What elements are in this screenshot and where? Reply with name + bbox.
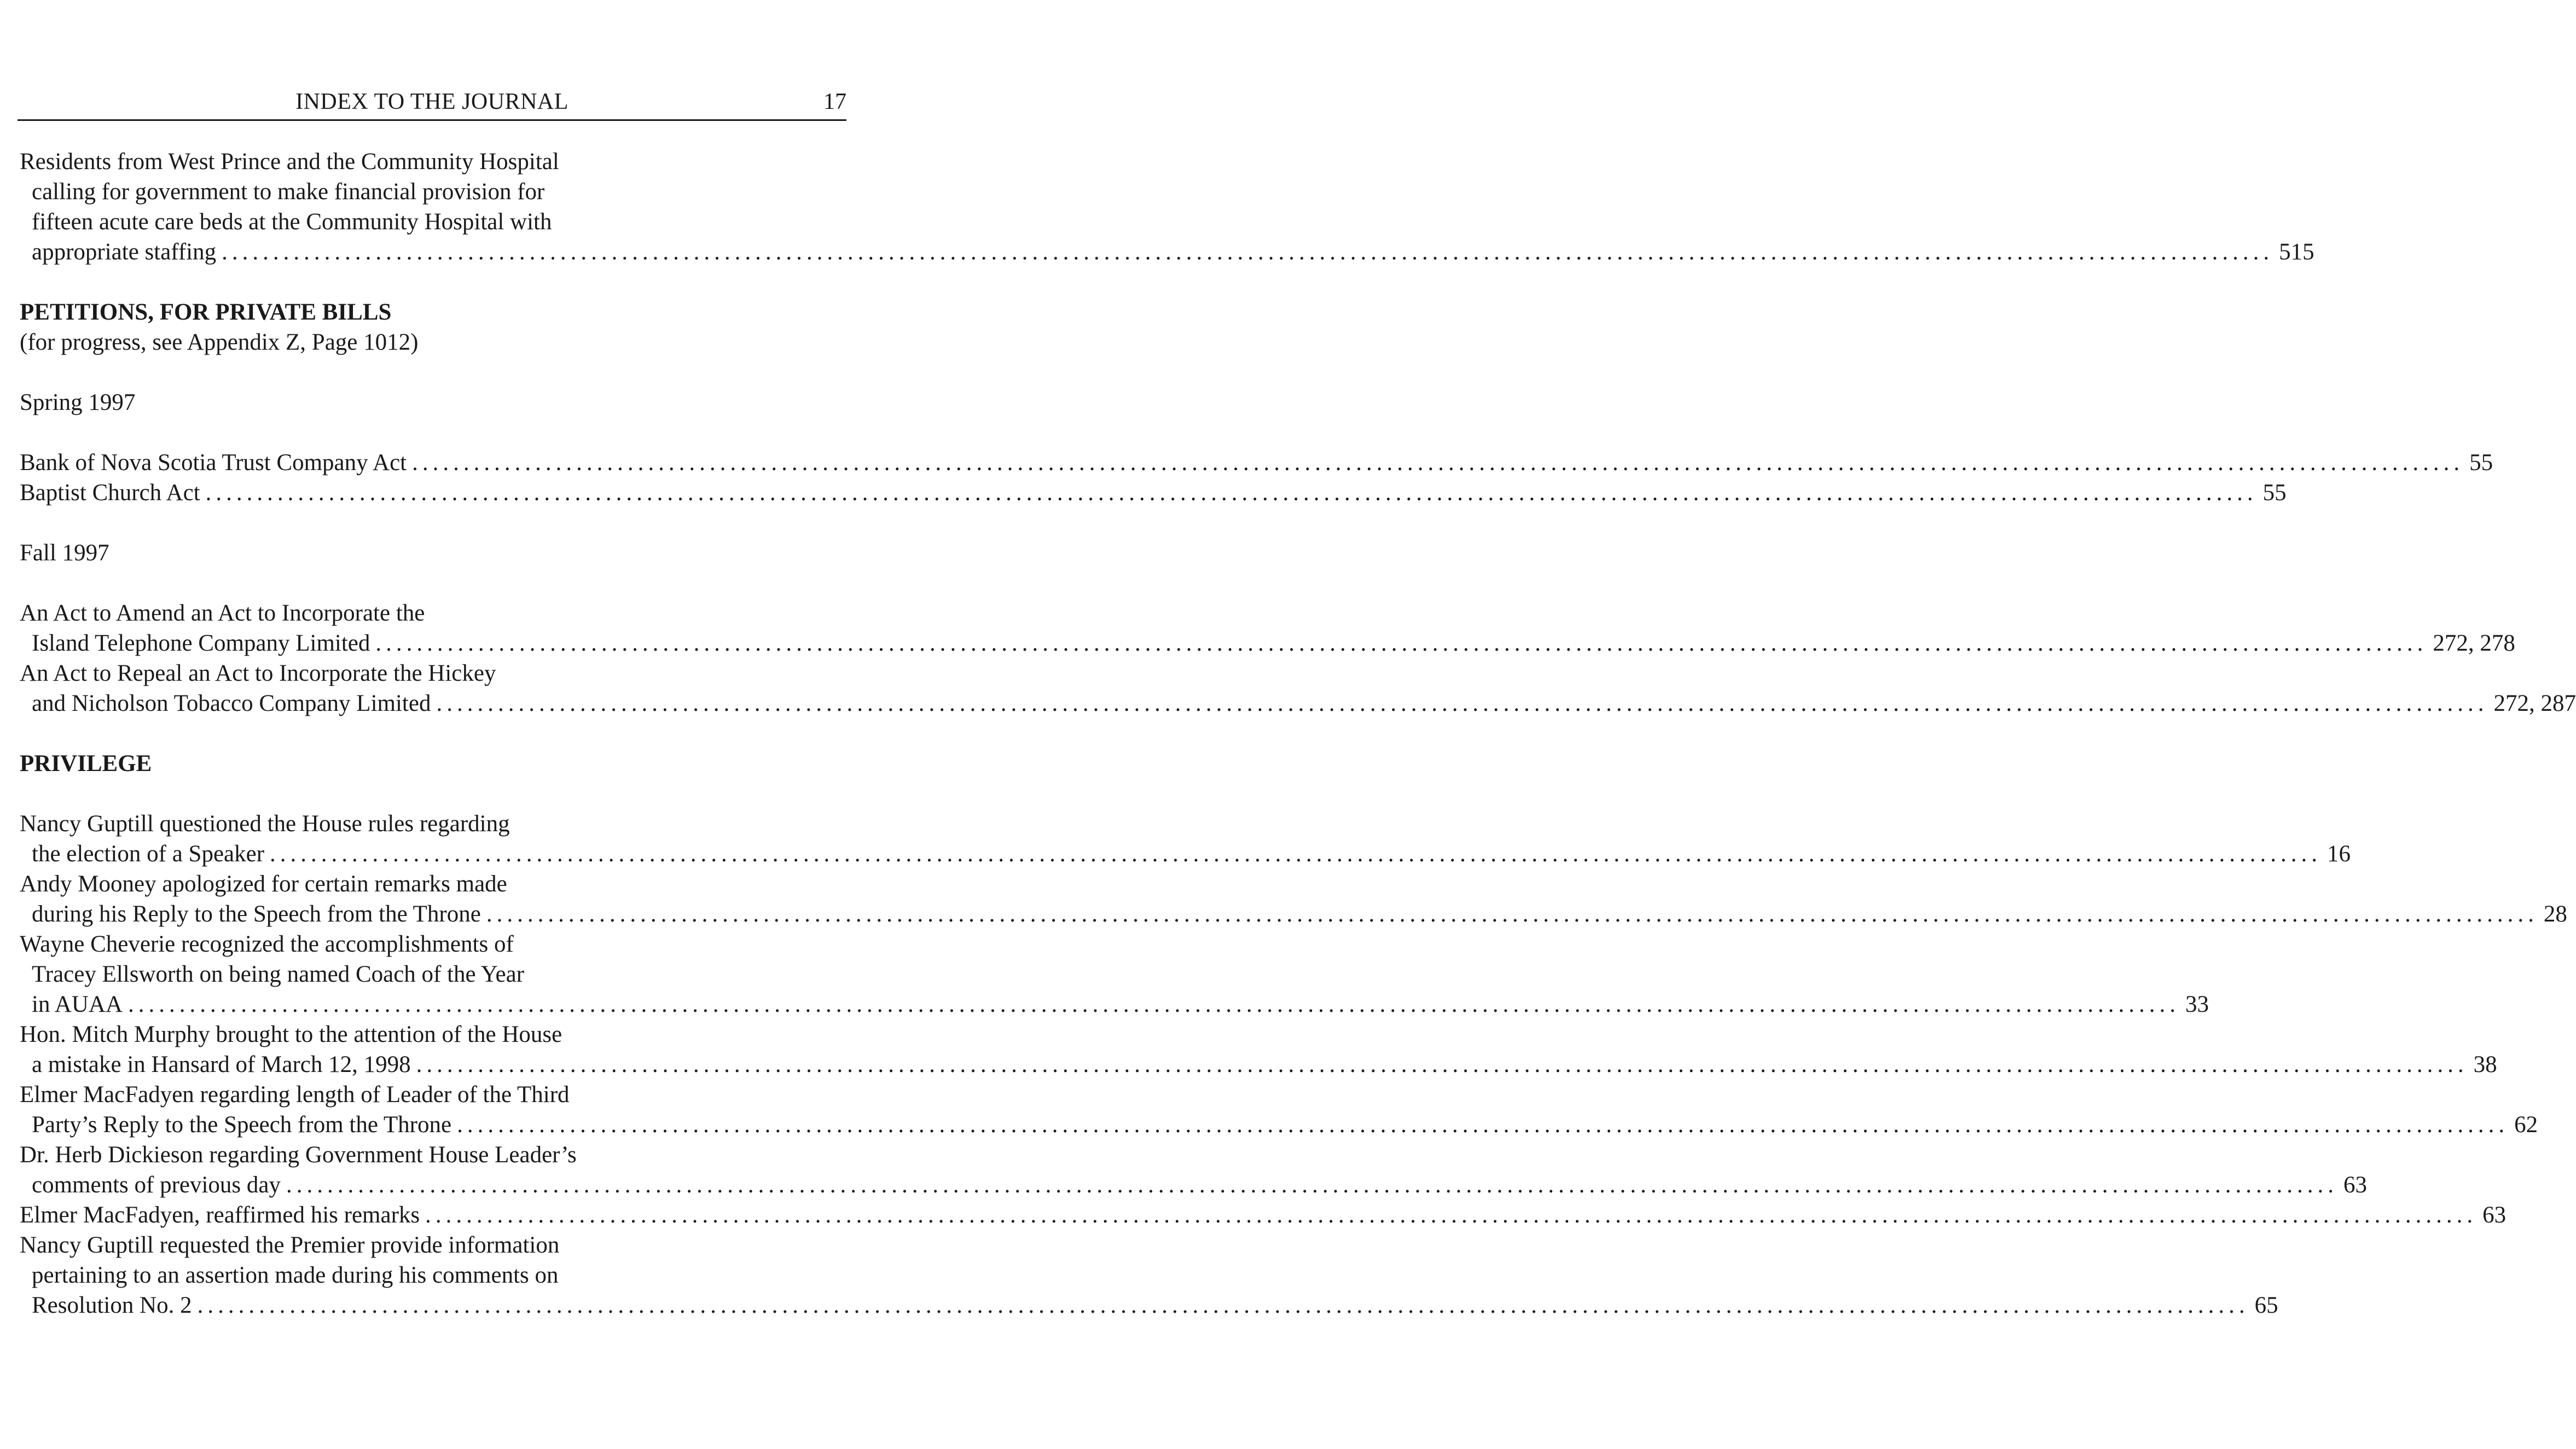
index-entry [20,809,2351,869]
entry-text: the election of a Speaker [32,841,265,867]
entry-list-privilege [20,809,2567,1320]
index-entry [20,1230,2278,1320]
entry-page-ref: 55 [2469,450,2493,476]
entry-line [20,237,2314,267]
entry-line [20,147,846,177]
dot-leader: ........................................................................................................................................................................................................ [128,992,2180,1017]
entry-list-spring [20,448,2493,508]
entry-text: Bank of Nova Scotia Trust Company Act [20,450,407,476]
entry-line [20,869,846,899]
header-rule [18,119,846,121]
dot-leader: ........................................................................................................................................................................................................ [270,841,2322,867]
entry-line [20,1260,846,1290]
entry-line [20,839,2351,869]
entry-text: Residents from West Prince and the Community Hospital [20,149,559,175]
section-title: PRIVILEGE [20,751,152,776]
entry-text: An Act to Repeal an Act to Incorporate the Hickey [20,660,496,686]
entry-line [20,1200,2507,1230]
entry-line [20,177,846,207]
section-privilege [20,749,846,779]
dot-leader: ........................................................................................................................................................................................................ [286,1172,2338,1198]
entry-text: a mistake in Hansard of March 12, 1998 [32,1052,411,1077]
entry-text: Andy Mooney apologized for certain remarks made [20,871,507,897]
entry-text: appropriate staffing [32,239,217,265]
section-petitions [20,297,846,357]
dot-leader: ........................................................................................................................................................................................................ [375,630,2428,656]
index-entry [20,929,2209,1019]
entry-text: Elmer MacFadyen, reaffirmed his remarks [20,1202,420,1228]
entry-page-ref: 28 [2543,901,2567,927]
entry-page-ref: 62 [2514,1112,2538,1138]
dot-leader: ........................................................................................................................................................................................................ [416,1052,2468,1077]
index-entry [20,1200,2507,1230]
entry-page-ref: 272, 287 [2493,691,2576,716]
entry-line [20,478,2287,508]
entry-text: Tracey Ellsworth on being named Coach of the Year [32,961,525,987]
index-entry [20,869,2567,929]
entry-text: Baptist Church Act [20,480,200,506]
entry-line [20,1290,2278,1320]
entry-text: in AUAA [32,992,123,1017]
page-header [18,86,846,117]
entry-line [20,658,846,688]
dot-leader: ........................................................................................................................................................................................................ [205,480,2258,506]
entry-text: comments of previous day [32,1172,281,1198]
dot-leader: ........................................................................................................................................................................................................ [425,1202,2478,1228]
dot-leader: ........................................................................................................................................................................................................ [197,1292,2249,1318]
entry-text: Resolution No. 2 [32,1292,192,1318]
index-entry [20,1019,2497,1080]
entry-text: pertaining to an assertion made during his comments on [32,1262,559,1288]
entry-line [20,1080,846,1110]
index-entry [20,147,2314,267]
entry-text: during his Reply to the Speech from the Throne [32,901,481,927]
entry-line [20,929,846,959]
entry-list-fall [20,598,2576,718]
entry-text: An Act to Amend an Act to Incorporate the [20,600,425,626]
section-note: (for progress, see Appendix Z, Page 1012) [20,329,419,355]
entry-line [20,207,846,237]
entry-line [20,809,846,839]
page-number: 17 [823,89,846,114]
entry-page-ref: 65 [2254,1292,2278,1318]
dot-leader: ........................................................................................................................................................................................................ [412,450,2464,476]
entry-text: Island Telephone Company Limited [32,630,370,656]
entry-page-ref: 16 [2327,841,2351,867]
entry-text: Nancy Guptill questioned the House rules regarding [20,811,510,837]
index-entry [20,478,2287,508]
header-title: INDEX TO THE JOURNAL [295,89,568,114]
entry-line [20,598,846,628]
dot-leader: ........................................................................................................................................................................................................ [436,691,2488,716]
index-entry [20,448,2493,478]
entry-line [20,1019,846,1050]
entry-line [20,1050,2497,1080]
index-entry [20,1080,2538,1140]
group-label-fall: Fall 1997 [20,540,109,566]
entry-page-ref: 38 [2473,1052,2497,1077]
entry-line [20,899,2567,929]
index-entry [20,598,2515,658]
entry-page-ref: 33 [2185,992,2209,1017]
entry-text: Dr. Herb Dickieson regarding Government House Leader’s [20,1142,577,1168]
entry-line [20,628,2515,658]
entry-page-ref: 515 [2279,239,2314,265]
entry-text: and Nicholson Tobacco Company Limited [32,691,431,716]
entry-page-ref: 63 [2482,1202,2507,1228]
index-content [20,147,2576,1320]
entry-line [20,1170,2367,1200]
entry-text: Hon. Mitch Murphy brought to the attention of the House [20,1022,562,1047]
entry-text: Elmer MacFadyen regarding length of Leader of the Third [20,1082,570,1108]
entry-page-ref: 63 [2343,1172,2367,1198]
index-entry [20,658,2576,718]
dot-leader: ........................................................................................................................................................................................................ [222,239,2274,265]
entry-line [20,688,2576,718]
entry-text: Party’s Reply to the Speech from the Throne [32,1112,452,1138]
entry-page-ref: 272, 278 [2433,630,2515,656]
dot-leader: ........................................................................................................................................................................................................ [486,901,2538,927]
section-title: PETITIONS, FOR PRIVATE BILLS [20,299,392,325]
entry-line [20,1230,846,1260]
entry-line [20,959,846,989]
entry-line [20,989,2209,1019]
entry-text: calling for government to make financial provision for [32,179,545,205]
entry-line [20,1110,2538,1140]
entry-text: Nancy Guptill requested the Premier provide information [20,1232,560,1258]
entry-text: Wayne Cheverie recognized the accomplishments of [20,931,514,957]
entry-line [20,448,2493,478]
index-entry [20,1140,2367,1200]
entry-text: fifteen acute care beds at the Community Hospital with [32,209,552,235]
group-label-spring: Spring 1997 [20,390,136,415]
entry-line [20,1140,846,1170]
entry-page-ref: 55 [2262,480,2287,506]
dot-leader: ........................................................................................................................................................................................................ [457,1112,2509,1138]
